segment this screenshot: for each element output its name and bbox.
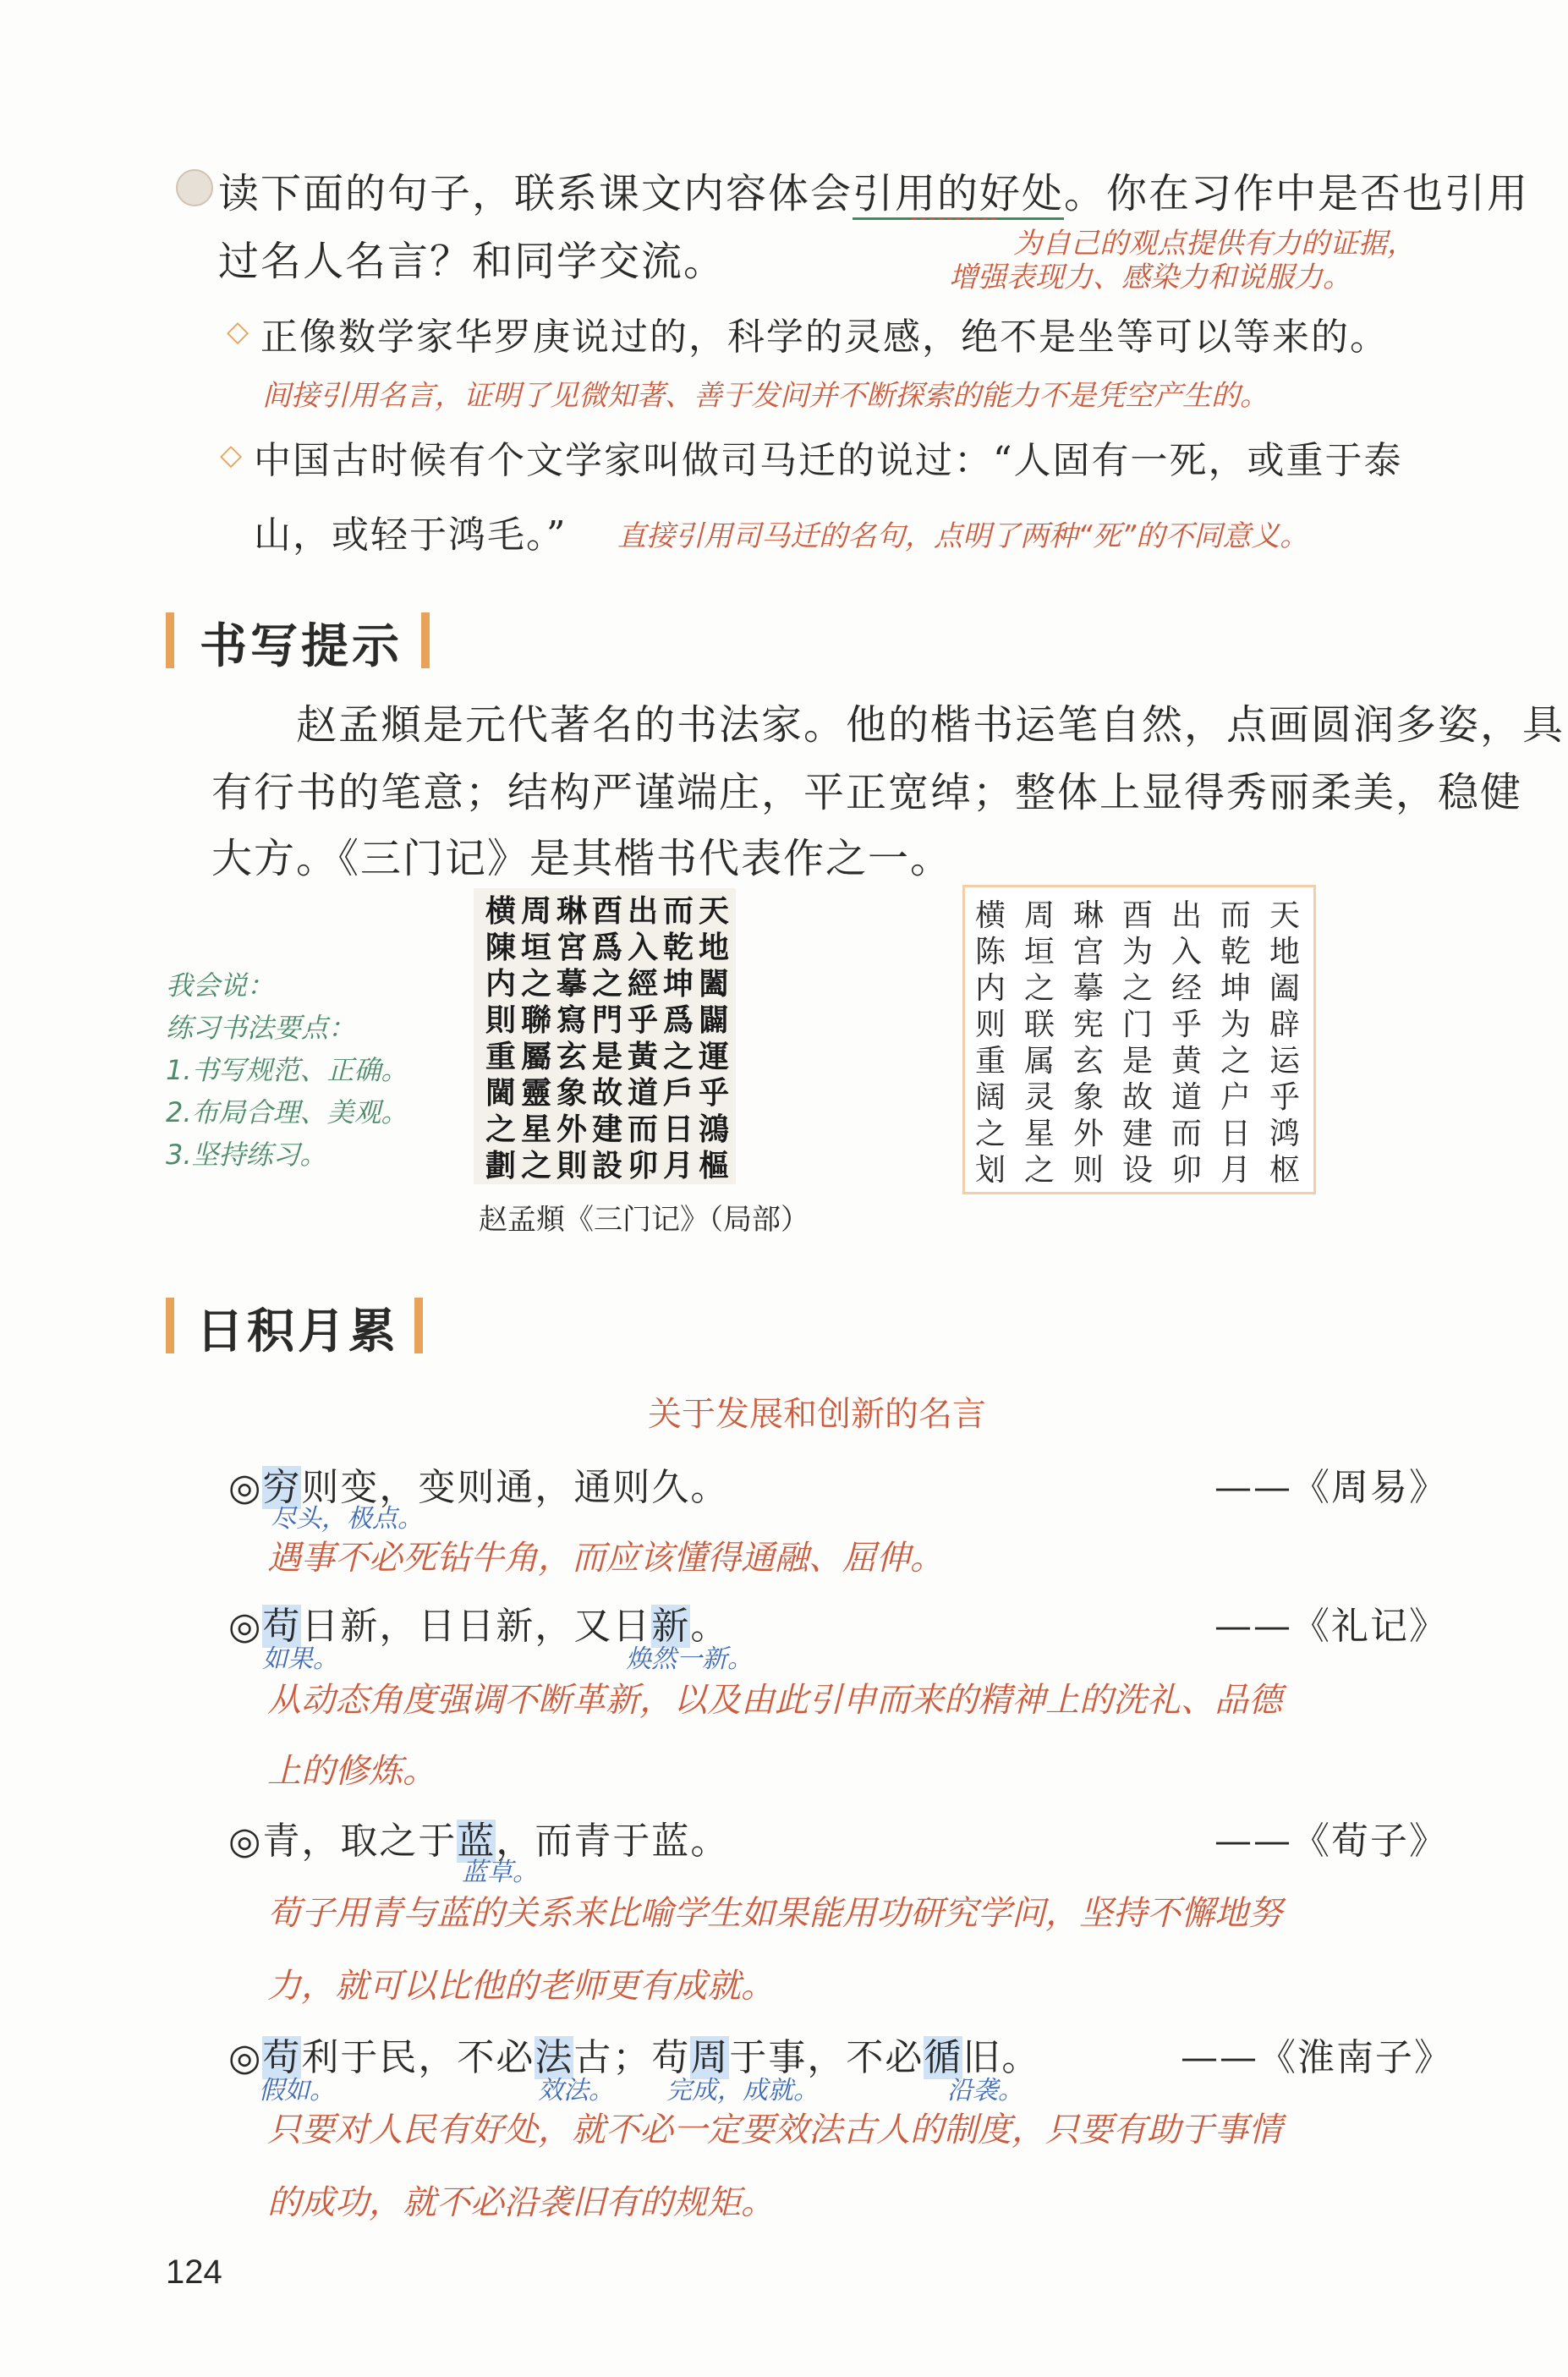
quote-3-source: ——《荀子》 [1214, 1820, 1448, 1863]
q-text-b: 。你在习作中是否也引用 [1064, 170, 1530, 217]
heading-bar-left-1 [166, 612, 174, 668]
calligraphy-image [474, 888, 736, 1184]
heading-bar-right-2 [414, 1298, 423, 1353]
quote-2-explain-2: 上的修炼。 [267, 1752, 436, 1791]
bullet2-line1: 中国古时候有个文学家叫做司马迁的说过：“人固有一死，或重于泰 [254, 439, 1403, 482]
note-line: 3.坚持练习。 [166, 1139, 327, 1171]
quote-4-gloss-1: 假如。 [259, 2076, 335, 2105]
quote-marker: ◎ [228, 1605, 263, 1648]
accumulation-subtitle: 关于发展和创新的名言 [648, 1395, 986, 1434]
quote-2-gloss-2: 焕然一新。 [626, 1644, 753, 1674]
transcription-grid [962, 885, 1316, 1194]
q-highlight: 引用的好处 [853, 170, 1064, 220]
quote-2-gloss-1: 如果。 [262, 1644, 338, 1674]
quote-1-source: ——《周易》 [1214, 1466, 1448, 1509]
quote-marker: ◎ [228, 1466, 263, 1509]
bullet1-text: 正像数学家华罗庚说过的，科学的灵感，绝不是坐等可以等来的。 [260, 316, 1389, 359]
quote-text: 利于民，不必 [301, 2036, 535, 2079]
note-line: 2.布局合理、美观。 [166, 1096, 408, 1128]
quote-4-explain-1: 只要对人民有好处，就不必一定要效法古人的制度，只要有助于事情 [267, 2111, 1282, 2149]
calligraphy-column: 而乾坤爲之戶日月 [662, 893, 694, 1183]
transcription-column: 周垣之联属灵星之 [1023, 898, 1055, 1188]
quote-4-gloss-3: 完成，成就。 [666, 2076, 819, 2105]
calligraphy-column: 琳宮摹寫玄象外則 [556, 893, 587, 1183]
transcription-column: 横陈内则重阔之划 [974, 898, 1006, 1188]
transcription-column: 出入经乎黄道而卯 [1171, 898, 1202, 1188]
quote-text: 则变，变则通，通则久。 [301, 1466, 730, 1509]
calligraphy-column: 横陳内則重閫之劃 [485, 893, 516, 1183]
quote-text: 日新，日日新，又日 [301, 1605, 652, 1648]
diamond-bullet-2: ◇ [220, 438, 243, 472]
transcription-column: 琳宫摹宪玄象外则 [1072, 898, 1104, 1188]
quote-hl: 法 [535, 2036, 574, 2079]
speech-icon [176, 169, 213, 206]
bullet2-line2: 山，或轻于鸿毛。” [254, 513, 567, 557]
quote-3-explain-2: 力，就可以比他的老师更有成就。 [267, 1967, 775, 2006]
calligraphy-column: 酉爲之門是故建設 [591, 893, 622, 1183]
heading-bar-right-1 [421, 612, 430, 668]
note-arrow [912, 218, 996, 220]
note-line: 练习书法要点： [166, 1012, 356, 1044]
tips-para-1: 赵孟頫是元代著名的书法家。他的楷书运笔自然，点画圆润多姿，具 [296, 701, 1565, 749]
calligraphy-caption: 赵孟頫《三门记》（局部） [479, 1203, 809, 1237]
quote-marker: ◎ [228, 2036, 263, 2079]
quote-2-source: ——《礼记》 [1214, 1605, 1448, 1648]
quote-marker: ◎ [228, 1820, 263, 1863]
heading-bar-left-2 [166, 1298, 174, 1353]
note-line: 1.书写规范、正确。 [166, 1054, 408, 1086]
quote-4-gloss-4: 沿袭。 [947, 2076, 1023, 2105]
bullet2-note: 直接引用司马迁的名句，点明了两种“死”的不同意义。 [617, 519, 1309, 553]
quote-text: 古；苟 [573, 2036, 691, 2079]
question-line1 [218, 161, 1529, 219]
calligraphy-column: 周垣之聯屬靈星之 [520, 893, 551, 1183]
calligraphy-column: 出入經乎黃道而卯 [627, 893, 658, 1183]
quote-2-explain-1: 从动态角度强调不断革新，以及由此引申而来的精神上的洗礼、品德 [267, 1681, 1282, 1720]
heading-writing-tips: 书写提示 [200, 619, 403, 674]
quote-hl: 穷 [262, 1466, 302, 1509]
question-line2: 过名人名言？和同学交流。 [218, 238, 726, 285]
quote-hl: 苟 [262, 1605, 302, 1648]
quote-4-gloss-2: 效法。 [538, 2076, 614, 2105]
note-reason-1: 为自己的观点提供有力的证据， [1013, 227, 1416, 261]
note-line: 我会说： [166, 969, 275, 1002]
quote-4 [228, 2027, 1040, 2081]
quote-text: 。 [690, 1605, 730, 1648]
quote-hl: 周 [690, 2036, 730, 2079]
heading-accumulation: 日积月累 [196, 1304, 399, 1359]
quote-text: 于事，不必 [729, 2036, 924, 2079]
quote-1-explain: 遇事不必死钻牛角，而应该懂得通融、屈伸。 [267, 1539, 944, 1578]
quote-hl: 苟 [262, 2036, 302, 2079]
quote-hl: 蓝 [457, 1820, 496, 1863]
note-reason-2: 增强表现力、感染力和说服力。 [949, 261, 1351, 294]
calligraphy-column: 天地闔闢運乎鴻樞 [698, 893, 729, 1183]
quote-4-source: ——《淮南子》 [1181, 2036, 1453, 2079]
page-number: 124 [166, 2253, 222, 2291]
tips-para-2: 有行书的笔意；结构严谨端庄，平正宽绰；整体上显得秀丽柔美，稳健 [211, 769, 1523, 816]
transcription-column: 酉为之门是故建设 [1121, 898, 1153, 1188]
q-text-a: 读下面的句子，联系课文内容体会 [218, 170, 853, 217]
quote-text: 旧。 [962, 2036, 1041, 2079]
quote-3-gloss: 蓝草。 [462, 1858, 538, 1887]
quote-1-gloss: 尽头，极点。 [271, 1504, 423, 1534]
diamond-bullet-1: ◇ [227, 315, 249, 349]
quote-4-explain-2: 的成功，就不必沿袭旧有的规矩。 [267, 2183, 775, 2222]
tips-para-3: 大方。《三门记》是其楷书代表作之一。 [211, 835, 953, 882]
quote-text: ，而青于蓝。 [496, 1820, 730, 1863]
quote-hl: 循 [924, 2036, 963, 2079]
bullet1-note: 间接引用名言，证明了见微知著、善于发问并不断探索的能力不是凭空产生的。 [262, 379, 1269, 413]
quote-text: 青，取之于 [262, 1820, 458, 1863]
handwritten-notes [166, 964, 408, 1176]
transcription-column: 而乾坤为之户日月 [1220, 898, 1251, 1188]
transcription-column: 天地阖辟运乎鸿枢 [1269, 898, 1300, 1188]
quote-3-explain-1: 荀子用青与蓝的关系来比喻学生如果能用功研究学问，坚持不懈地努 [267, 1894, 1282, 1933]
quote-hl: 新 [651, 1605, 691, 1648]
